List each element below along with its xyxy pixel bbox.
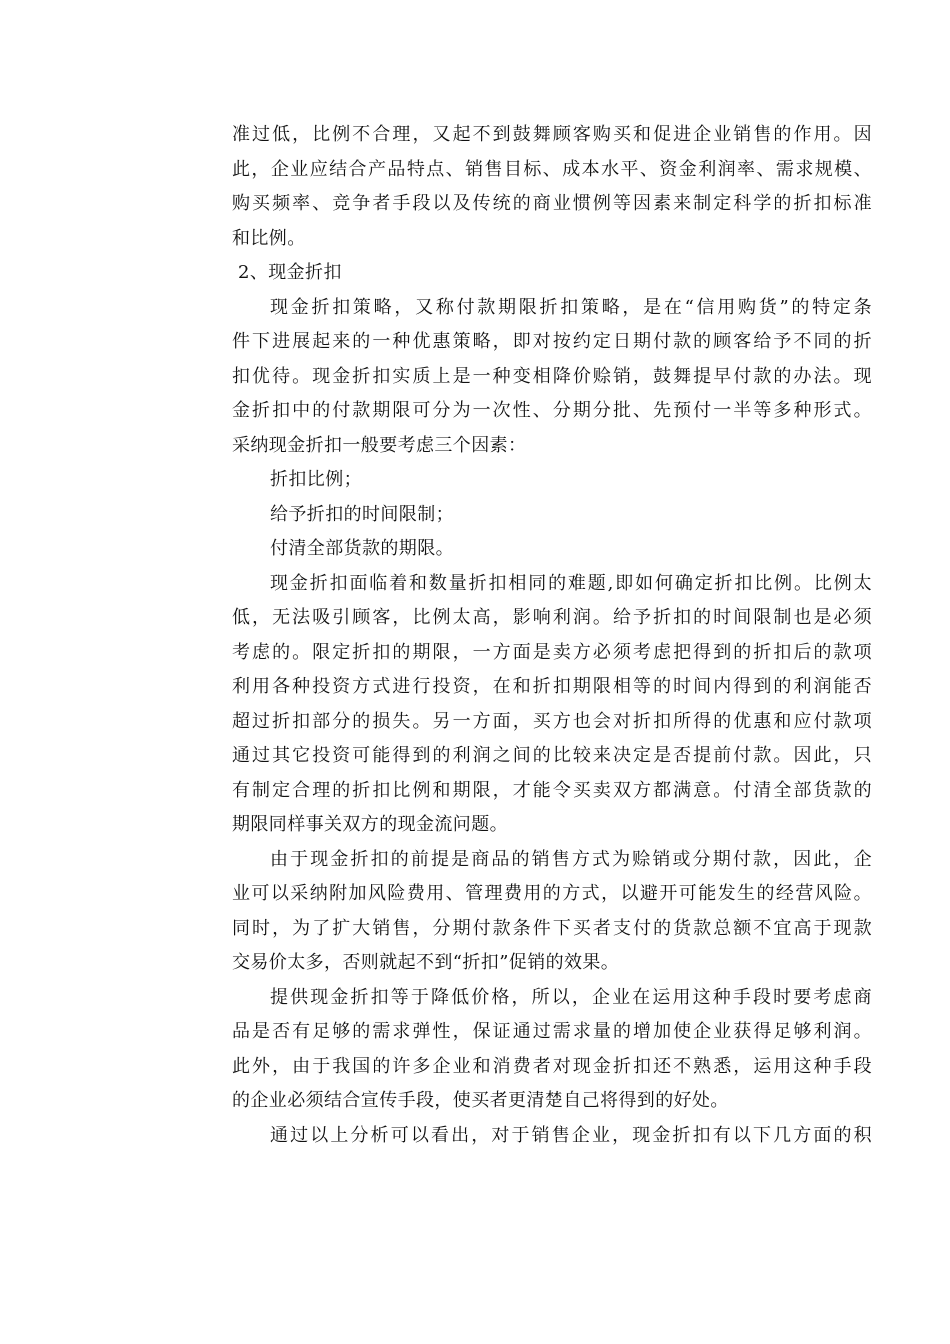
text-line: 的企业必须结合宣传手段，使买者更清楚自己将得到的好处。 [232,1090,729,1111]
text-line: 现金折扣策略，又称付款期限折扣策略，是在“信用购货”的特定条 [270,296,872,318]
text-line: 件下进展起来的一种优惠策略，即对按约定日期付款的顾客给予不同的折 [232,331,872,352]
text-line: 提供现金折扣等于降低价格，所以，企业在运用这种手段时要考虑商 [270,986,872,1008]
text-line: 低，无法吸引顾客，比例太高，影响利润。给予折扣的时间限制也是必须 [232,607,872,628]
document-body [232,118,872,1153]
text-line: 扣优待。现金折扣实质上是一种变相降价赊销，鼓舞提早付款的办法。现 [232,365,872,387]
text-line: 采纳现金折扣一般要考虑三个因素： [232,434,527,456]
text-line: 考虑的。限定折扣的期限，一方面是卖方必须考虑把得到的折扣后的款项 [232,641,872,663]
text-line: 同时，为了扩大销售，分期付款条件下买者支付的货款总额不宜高于现款 [232,917,872,939]
text-line: 期限同样事关双方的现金流问题。 [232,814,508,835]
text-line: 交易价太多，否则就起不到“折扣”促销的效果。 [232,952,620,973]
text-line: 有制定合理的折扣比例和期限，才能令买卖双方都满意。付清全部货款的 [232,779,872,801]
text-line: 金折扣中的付款期限可分为一次性、分期分批、先预付一半等多种形式。 [232,400,872,421]
text-line: 利用各种投资方式进行投资，在和折扣期限相等的时间内得到的利润能否 [232,676,872,697]
list-item: 给予折扣的时间限制； [270,503,454,525]
text-line: 和比例。 [232,227,306,249]
text-line: 品是否有足够的需求弹性，保证通过需求量的增加使企业获得足够利润。 [232,1021,872,1042]
text-line: 通过以上分析可以看出，对于销售企业，现金折扣有以下几方面的积 [270,1124,872,1146]
text-line: 准过低，比例不合理，又起不到鼓舞顾客购买和促进企业销售的作用。因 [232,124,872,145]
text-line: 由于现金折扣的前提是商品的销售方式为赊销或分期付款，因此，企 [270,848,872,870]
text-line: 此外，由于我国的许多企业和消费者对现金折扣还不熟悉，运用这种手段 [232,1055,872,1077]
text-line: 购买频率、竞争者手段以及传统的商业惯例等因素来制定科学的折扣标准 [232,193,872,214]
list-item: 付清全部货款的期限。 [270,538,454,559]
text-line: 通过其它投资可能得到的利润之间的比较来决定是否提前付款。因此，只 [232,745,872,766]
text-line: 超过折扣部分的损失。另一方面，买方也会对折扣所得的优惠和应付款项 [232,710,872,732]
section-heading: 2、现金折扣 [238,262,342,283]
text-line: 业可以采纳附加风险费用、管理费用的方式，以避开可能发生的经营风险。 [232,883,872,904]
text-line: 此，企业应结合产品特点、销售目标、成本水平、资金利润率、需求规模、 [232,158,872,180]
text-line: 现金折扣面临着和数量折扣相同的难题,即如何确定折扣比例。比例太 [270,572,872,594]
list-item: 折扣比例； [270,469,362,490]
